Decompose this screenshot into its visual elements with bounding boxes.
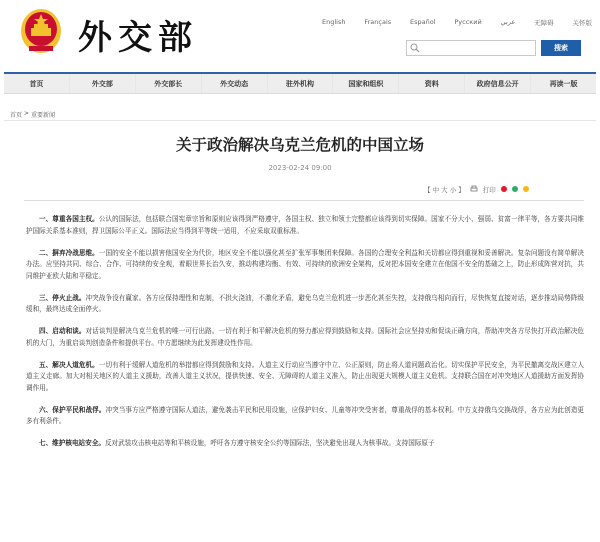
paragraph-text: 公认的国际法，包括联合国宪章宗旨和原则应该得到严格遵守，各国主权、独立和领土完整都应该得到切实保障。国家不分大小、强弱、贫富一律平等，各方要共同维护国际关系基本准则，捍卫国际公平正义。国际法应当得到平等统一适用，不应采取双重标准。 xyxy=(26,215,585,235)
nav-item-extra[interactable]: 再读一版 xyxy=(549,80,578,88)
print-link[interactable]: 打印 xyxy=(482,185,496,194)
nav-item-countries-orgs[interactable]: 国家和组织 xyxy=(333,74,399,93)
paragraph-text: 对话谈判是解决乌克兰危机的唯一可行出路。一切有利于和平解决危机的努力都应得到鼓励和支持。国际社会应坚持劝和促谈正确方向，帮助冲突各方尽快打开政治解决危机的大门，为重启谈判创造条件和提供平台。中方愿继续为此发挥建设性作用。 xyxy=(26,327,584,347)
lang-link-arabic[interactable]: عربي xyxy=(500,18,516,26)
paragraph-heading: 二、摒弃冷战思维。 xyxy=(39,248,99,257)
article-paragraph xyxy=(26,360,584,395)
paragraph-heading: 五、解决人道危机。 xyxy=(39,360,99,369)
paragraph-text: 一国的安全不能以损害他国安全为代价，地区安全不能以强化甚至扩张军事集团来保障。各国的合理安全利益和关切都应得到重视和妥善解决。复杂问题没有简单解决办法。应坚持共同、综合、合作、可持续的安全观，着眼世界长治久安，推动构建均衡、有效、可持续的欧洲安全架构，反对把本国安全建立在他国不安全的基础之上，防止形成阵营对抗，共同维护亚欧大陆和平稳定。 xyxy=(26,248,585,280)
article-paragraph xyxy=(26,326,584,349)
language-links xyxy=(322,18,592,27)
care-mode-link[interactable]: 关怀版 xyxy=(572,19,592,27)
breadcrumb-divider xyxy=(4,120,596,121)
article-body xyxy=(26,214,584,460)
breadcrumb-current[interactable]: 重要新闻 xyxy=(31,112,56,119)
nav-item-missions-abroad[interactable]: 驻外机构 xyxy=(268,74,334,93)
nav-item-ministry[interactable]: 外交部 xyxy=(70,74,136,93)
breadcrumb-home[interactable]: 首页 xyxy=(10,112,23,119)
publish-date: 2023-02-24 09:00 xyxy=(268,164,332,172)
print-icon[interactable] xyxy=(470,185,478,193)
lang-link-spanish[interactable]: Español xyxy=(410,18,436,26)
article-paragraph xyxy=(26,438,584,450)
lang-link-english[interactable]: English xyxy=(322,18,346,26)
article-tools xyxy=(424,183,584,195)
search-input[interactable] xyxy=(406,40,536,56)
search-icon xyxy=(410,43,420,53)
paragraph-text: 一切有利于缓解人道危机的举措都应得到鼓励和支持。人道主义行动应当遵守中立、公正原则，防止将人道问题政治化。切实保护平民安全，为平民撤离交战区建立人道主义走廊。加大对相关地区的人道主义援助，改善人道主义状况，提供快速、安全、无障碍的人道主义准入，防止出现更大规模人道主义危机。支持联合国在对冲突地区人道援助方面发挥协调作用。 xyxy=(26,360,585,392)
article-paragraph xyxy=(26,214,584,237)
accessibility-link[interactable]: 无障碍 xyxy=(534,19,554,27)
font-size-controls[interactable]: 【 中 大 小 】 xyxy=(424,185,465,194)
site-logo-text[interactable]: 外交部 xyxy=(78,18,198,58)
lang-link-russian[interactable]: Русский xyxy=(454,18,482,26)
nav-item-diplomatic-news[interactable]: 外交动态 xyxy=(202,74,268,93)
lang-link-french[interactable]: Français xyxy=(364,18,392,26)
share-weibo-icon[interactable] xyxy=(501,186,507,192)
nav-item-materials[interactable]: 资料 xyxy=(399,74,465,93)
paragraph-heading: 一、尊重各国主权。 xyxy=(39,215,99,223)
paragraph-heading: 六、保护平民和战俘。 xyxy=(39,405,106,414)
paragraph-text: 冲突当事方应严格遵守国际人道法，避免袭击平民和民用设施，应保护妇女、儿童等冲突受害者，尊重战俘的基本权利。中方支持俄乌交换战俘，各方应为此创造更多有利条件。 xyxy=(26,405,585,425)
nav-item-minister[interactable]: 外交部长 xyxy=(136,74,202,93)
article-paragraph xyxy=(26,293,584,316)
paragraph-heading: 三、停火止战。 xyxy=(39,293,86,302)
paragraph-text: 冲突战争没有赢家。各方应保持理性和克制，不拱火浇油，不激化矛盾，避免乌克兰危机进一步恶化甚至失控，支持俄乌相向而行，尽快恢复直接对话，逐步推动局势降级缓和，最终达成全面停火。 xyxy=(26,293,584,313)
search-button[interactable]: 搜索 xyxy=(541,40,581,56)
article-paragraph xyxy=(26,248,584,283)
national-emblem-icon[interactable] xyxy=(20,8,62,54)
share-wechat-icon[interactable] xyxy=(512,186,518,192)
paragraph-heading: 七、维护核电站安全。 xyxy=(39,439,105,447)
title-divider xyxy=(24,200,584,201)
site-header xyxy=(0,0,600,66)
share-qzone-icon[interactable] xyxy=(523,186,529,192)
main-nav xyxy=(4,72,596,94)
page-title: 关于政治解决乌克兰危机的中国立场 xyxy=(175,136,424,154)
paragraph-text: 反对武装攻击核电站等和平核设施，呼吁各方遵守核安全公约等国际法，坚决避免出现人为核事故。支持国际原子 xyxy=(104,439,435,447)
breadcrumb xyxy=(10,110,55,119)
breadcrumb-separator: > xyxy=(24,110,30,117)
article-paragraph xyxy=(26,405,584,428)
nav-item-gov-info[interactable]: 政府信息公开 xyxy=(465,74,531,93)
nav-item-home[interactable]: 首页 xyxy=(4,74,70,93)
paragraph-heading: 四、启动和谈。 xyxy=(39,327,86,335)
